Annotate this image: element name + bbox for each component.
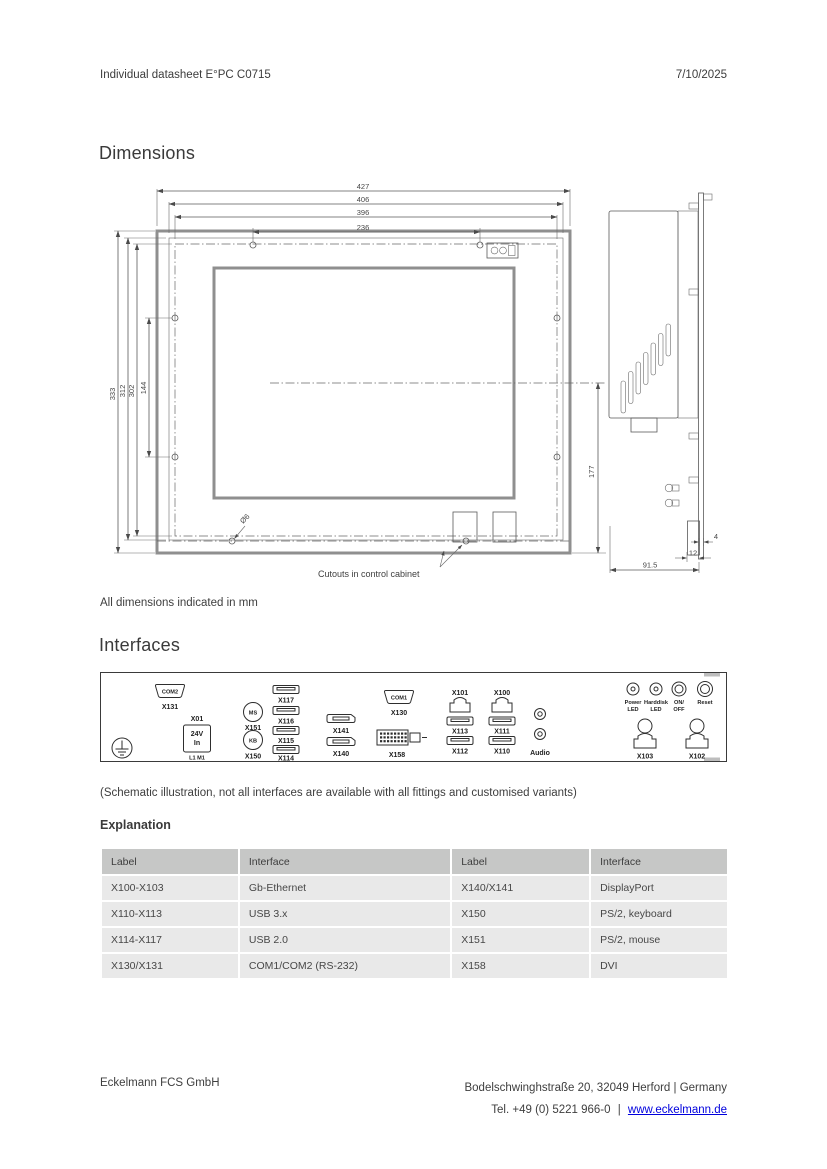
horizontal-dimensions <box>157 182 570 242</box>
nameplate-box <box>487 243 518 258</box>
footer-separator: | <box>617 1104 621 1116</box>
col-header-interface-1: Interface <box>240 849 450 874</box>
vent-slots <box>621 324 671 413</box>
interfaces-schematic-svg <box>100 672 727 762</box>
svg-text:LED: LED <box>627 707 639 713</box>
interfaces-note: (Schematic illustration, not all interfaces are available with all fittings and customised variants) <box>100 787 577 799</box>
dim-4: 4 <box>713 532 719 541</box>
svg-text:LED: LED <box>650 707 662 713</box>
dim-302: 302 <box>127 384 136 398</box>
port-label-x103: X103 <box>636 753 654 761</box>
dim-236: 236 <box>356 223 370 232</box>
explanation-table <box>100 847 729 980</box>
reset-label: Reset <box>697 700 713 706</box>
svg-text:KB: KB <box>248 738 258 745</box>
port-label-x115: X115 <box>278 738 294 745</box>
image-edge-artifact <box>704 673 720 677</box>
dim-396: 396 <box>356 208 370 217</box>
svg-text:OFF: OFF <box>673 707 685 713</box>
dim-177: 177 <box>587 465 596 478</box>
col-header-label-1: Label <box>102 849 238 874</box>
footer-telephone: Tel. +49 (0) 5221 966-0 <box>491 1104 611 1116</box>
port-label-x117: X117 <box>278 697 294 705</box>
footer-website-link[interactable]: www.eckelmann.de <box>627 1104 727 1116</box>
harddisk-led-label: Harddisk <box>644 700 668 706</box>
cutout-caption-text: Cutouts in control cabinet <box>318 569 420 579</box>
dimensions-drawing <box>100 181 724 581</box>
port-label-x131: X131 <box>161 704 179 711</box>
audio-label: Audio <box>530 750 550 757</box>
dim-312: 312 <box>118 384 127 398</box>
table-row: X114-X117 USB 2.0 X151 PS/2, mouse <box>102 928 727 952</box>
port-label-x100: X100 <box>493 690 511 697</box>
dim-406: 406 <box>356 195 370 204</box>
port-label-x114: X114 <box>278 755 294 762</box>
port-label-x110: X110 <box>494 748 510 756</box>
dimensions-drawing-svg <box>100 181 724 581</box>
section-heading-dimensions: Dimensions <box>99 143 196 163</box>
port-label-x140: X140 <box>332 751 350 758</box>
section-heading-interfaces: Interfaces <box>99 635 181 655</box>
dim-12: 12 <box>688 548 698 558</box>
dimensions-note: All dimensions indicated in mm <box>100 597 258 609</box>
hole-diameter-callout <box>235 512 252 539</box>
svg-text:MS: MS <box>248 710 258 717</box>
on-off-label: ON/ <box>674 700 684 706</box>
dim-427: 427 <box>356 182 370 191</box>
col-header-interface-2: Interface <box>591 849 727 874</box>
footer-address: Bodelschwinghstraße 20, 32049 Herford | Germany <box>464 1082 727 1094</box>
footer-tel-line <box>464 1099 727 1121</box>
dim-depth: 91.5 <box>642 560 658 570</box>
svg-text:COM1: COM1 <box>390 695 408 702</box>
svg-text:24V: 24V <box>190 731 204 738</box>
table-row: X100-X103 Gb-Ethernet X140/X141 DisplayPort <box>102 876 727 900</box>
dim-hole-dia: Ø6 <box>238 511 252 526</box>
port-label-x141: X141 <box>332 728 350 735</box>
svg-text:In: In <box>193 740 201 747</box>
port-label-x158: X158 <box>388 752 406 759</box>
power-led-label: Power <box>624 700 642 706</box>
table-row: X110-X113 USB 3.x X150 PS/2, keyboard <box>102 902 727 926</box>
port-label-x150: X150 <box>244 753 262 761</box>
port-label-x116: X116 <box>278 718 294 726</box>
port-label-x102: X102 <box>688 753 706 761</box>
dim-333: 333 <box>108 387 117 401</box>
col-header-label-2: Label <box>452 849 589 874</box>
port-label-x151: X151 <box>244 725 262 732</box>
table-header-row <box>102 849 727 874</box>
dim-144: 144 <box>139 381 148 395</box>
footer-company: Eckelmann FCS GmbH <box>100 1077 220 1089</box>
cutout-caption <box>318 545 462 579</box>
interfaces-schematic <box>100 672 727 762</box>
port-label-x130: X130 <box>390 710 408 717</box>
svg-text:L1 M1: L1 M1 <box>189 755 205 762</box>
side-dimensions <box>572 383 718 573</box>
document-date: 7/10/2025 <box>675 69 727 81</box>
port-label-x101: X101 <box>451 690 469 697</box>
front-view <box>157 231 605 553</box>
port-label-x113: X113 <box>452 728 468 736</box>
image-edge-artifact <box>704 758 720 762</box>
port-label-x112: X112 <box>452 748 468 756</box>
table-row: X130/X131 COM1/COM2 (RS-232) X158 DVI <box>102 954 727 978</box>
port-label-x01: X01 <box>190 716 204 723</box>
explanation-heading: Explanation <box>100 818 171 832</box>
footer-contact <box>464 1077 727 1121</box>
document-title: Individual datasheet E°PC C0715 <box>100 69 271 81</box>
svg-text:COM2: COM2 <box>161 689 179 696</box>
side-view <box>609 193 712 559</box>
vertical-dimensions <box>108 231 172 553</box>
port-label-x111: X111 <box>494 728 510 736</box>
